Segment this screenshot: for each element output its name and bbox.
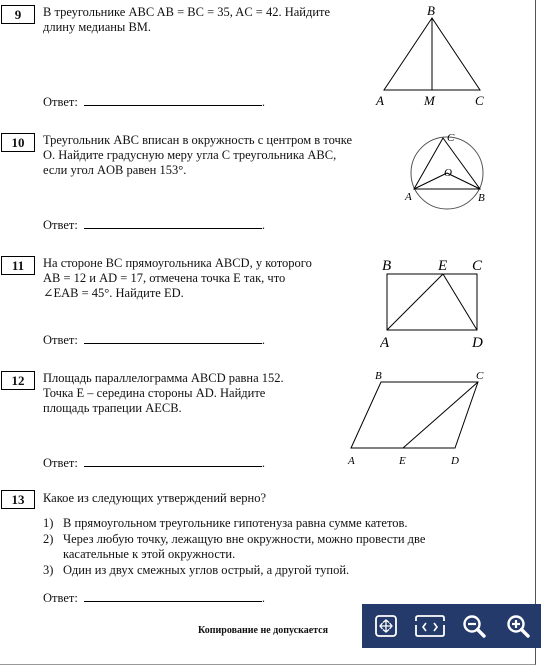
option-item: 3) Один из двух смежных углов острый, а другой тупой. <box>43 563 350 577</box>
point-label: C <box>447 132 455 144</box>
point-label: B <box>382 258 392 274</box>
problem-text: Площадь параллелограмма ABCD равна 152. Точка E – середина стороны AD. Найдите площадь трапеции AECB. <box>43 371 284 415</box>
point-label: E <box>399 455 406 467</box>
answer-field[interactable] <box>84 456 262 467</box>
point-label: A <box>348 455 355 467</box>
point-label: A <box>380 335 390 350</box>
point-label: B <box>427 4 435 18</box>
answer-field[interactable] <box>84 333 262 344</box>
fit-page-button[interactable] <box>366 608 406 644</box>
point-label: A <box>376 93 384 108</box>
answer-row: Ответ: . <box>43 591 265 605</box>
option-item: 1) В прямоугольном треугольнике гипотенуза равна сумме катетов. <box>43 516 408 530</box>
point-label: C <box>472 258 483 274</box>
answer-row: Ответ: . <box>43 456 265 470</box>
problem-number: 11 <box>1 256 35 275</box>
answer-row: Ответ: . <box>43 218 265 232</box>
point-label: E <box>438 258 448 274</box>
viewer-toolbar <box>362 604 541 648</box>
option-item: 2) Через любую точку, лежащую вне окружности, можно провести две касательные к этой окружности. <box>43 532 426 561</box>
point-label: C <box>475 93 484 108</box>
figure-inscribed-triangle <box>398 128 498 210</box>
answer-field[interactable] <box>84 95 262 106</box>
page-nav-icon <box>412 613 448 639</box>
point-label: D <box>451 455 459 467</box>
problem-number: 10 <box>1 133 35 152</box>
zoom-out-icon <box>461 613 487 639</box>
zoom-out-button[interactable] <box>454 608 494 644</box>
problem-text: В треугольнике ABC AB = BC = 35, AC = 42. Найдите длину медианы BM. <box>43 5 331 34</box>
problem-number: 9 <box>1 5 35 24</box>
point-label: M <box>424 93 435 108</box>
point-label: O <box>444 167 452 179</box>
options-list <box>43 516 488 579</box>
zoom-in-icon <box>505 613 531 639</box>
point-label: C <box>476 370 484 382</box>
fit-page-icon <box>373 613 399 639</box>
answer-row: Ответ: . <box>43 333 265 347</box>
zoom-in-button[interactable] <box>498 608 538 644</box>
problem-number: 12 <box>1 371 35 390</box>
point-label: B <box>375 370 382 382</box>
answer-field[interactable] <box>84 591 262 602</box>
problem-text: Треугольник ABC вписан в окружность с центром в точке O. Найдите градусную меру угла C треугольника ABC, если угол AOB равен 153°. <box>43 133 353 177</box>
point-label: B <box>478 192 485 204</box>
point-label: A <box>405 191 412 203</box>
figure-rectangle <box>380 254 486 350</box>
page-nav-button[interactable] <box>410 608 450 644</box>
answer-field[interactable] <box>84 218 262 229</box>
figure-triangle-median <box>372 4 492 108</box>
point-label: D <box>472 335 483 350</box>
problem-text: Какое из следующих утверждений верно? <box>43 491 266 505</box>
problem-text: На стороне BC прямоугольника ABCD, у которого AB = 12 и AD = 17, отмечена точка E так, что ∠EAB = 45°. Найдите ED. <box>43 256 312 300</box>
figure-parallelogram <box>345 368 490 468</box>
footer-note: Копирование не допускается <box>198 625 329 636</box>
problem-number: 13 <box>1 490 35 509</box>
answer-row: Ответ: . <box>43 95 265 109</box>
